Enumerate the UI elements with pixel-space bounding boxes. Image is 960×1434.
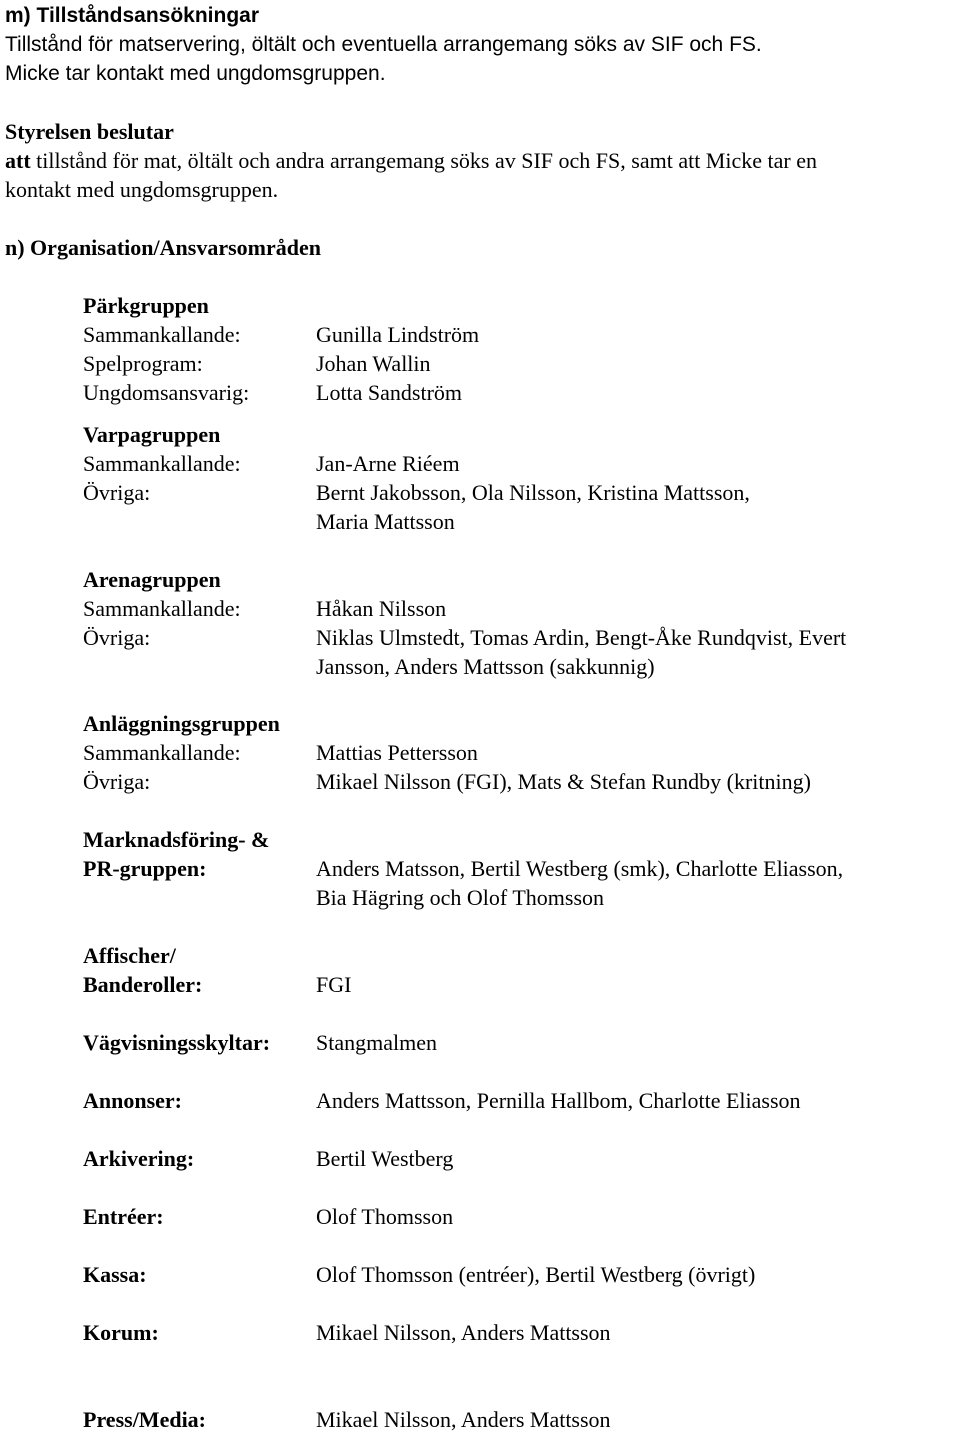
resp-value-annonser: Anders Mattsson, Pernilla Hallbom, Charlotte Eliasson bbox=[316, 1088, 801, 1113]
decision-att: att bbox=[5, 148, 31, 173]
resp-value-marknad-2: Bia Hägring och Olof Thomsson bbox=[316, 885, 605, 910]
group-row-label: Sammankallande: bbox=[83, 596, 241, 621]
group-row-label: Övriga: bbox=[83, 625, 151, 650]
section-n-heading: n) Organisation/Ansvarsområden bbox=[5, 235, 321, 260]
resp-label-marknad-1: Marknadsföring- & bbox=[83, 827, 270, 852]
group-title-anlaggningsgruppen: Anläggningsgruppen bbox=[83, 711, 280, 736]
resp-value-entreer: Olof Thomsson bbox=[316, 1204, 454, 1229]
group-row-value: Håkan Nilsson bbox=[316, 596, 447, 621]
resp-value-korum: Mikael Nilsson, Anders Mattsson bbox=[316, 1320, 611, 1345]
resp-label-affischer-2: Banderoller: bbox=[83, 972, 203, 997]
group-row-label: Sammankallande: bbox=[83, 451, 241, 476]
resp-value-press: Mikael Nilsson, Anders Mattsson bbox=[316, 1407, 611, 1432]
group-row-value: Mikael Nilsson (FGI), Mats & Stefan Rundby (kritning) bbox=[316, 769, 811, 794]
group-row-label: Spelprogram: bbox=[83, 351, 203, 376]
resp-label-vagvisning: Vägvisningsskyltar: bbox=[83, 1030, 271, 1055]
group-title-arenagruppen: Arenagruppen bbox=[83, 567, 221, 592]
group-row-value: Jan-Arne Riéem bbox=[316, 451, 460, 476]
group-row-value: Niklas Ulmstedt, Tomas Ardin, Bengt-Åke Rundqvist, Evert bbox=[316, 625, 847, 650]
resp-label-marknad-2: PR-gruppen: bbox=[83, 856, 207, 881]
decision-line-2: kontakt med ungdomsgruppen. bbox=[5, 177, 279, 202]
group-row-label: Övriga: bbox=[83, 769, 151, 794]
resp-value-marknad-1: Anders Matsson, Bertil Westberg (smk), Charlotte Eliasson, bbox=[316, 856, 844, 881]
section-m-line-2: Micke tar kontakt med ungdomsgruppen. bbox=[5, 62, 386, 85]
resp-label-korum: Korum: bbox=[83, 1320, 159, 1345]
resp-value-kassa: Olof Thomsson (entréer), Bertil Westberg (övrigt) bbox=[316, 1262, 756, 1287]
resp-value-vagvisning: Stangmalmen bbox=[316, 1030, 437, 1055]
resp-label-arkivering: Arkivering: bbox=[83, 1146, 195, 1171]
group-title-varpagruppen: Varpagruppen bbox=[83, 422, 221, 447]
group-row-value: Gunilla Lindström bbox=[316, 322, 480, 347]
decision-heading: Styrelsen beslutar bbox=[5, 119, 174, 144]
resp-value-arkivering: Bertil Westberg bbox=[316, 1146, 454, 1171]
resp-label-kassa: Kassa: bbox=[83, 1262, 147, 1287]
resp-value-affischer: FGI bbox=[316, 972, 352, 997]
resp-label-press: Press/Media: bbox=[83, 1407, 207, 1432]
group-row-label: Ungdomsansvarig: bbox=[83, 380, 250, 405]
group-title-parkgruppen: Pärkgruppen bbox=[83, 293, 209, 318]
resp-label-annonser: Annonser: bbox=[83, 1088, 183, 1113]
group-row-value-continued: Jansson, Anders Mattsson (sakkunnig) bbox=[316, 654, 655, 679]
group-row-label: Övriga: bbox=[83, 480, 151, 505]
section-m-line-1: Tillstånd för matservering, öltält och eventuella arrangemang söks av SIF och FS. bbox=[5, 33, 762, 56]
decision-line-1 bbox=[5, 146, 817, 175]
decision-line-1-rest: tillstånd för mat, öltält och andra arrangemang söks av SIF och FS, samt att Micke tar en bbox=[30, 148, 817, 173]
section-m-heading: m) Tillståndsansökningar bbox=[5, 4, 259, 27]
group-row-label: Sammankallande: bbox=[83, 322, 241, 347]
resp-label-entreer: Entréer: bbox=[83, 1204, 164, 1229]
group-row-value: Mattias Pettersson bbox=[316, 740, 478, 765]
group-row-label: Sammankallande: bbox=[83, 740, 241, 765]
group-row-value: Johan Wallin bbox=[316, 351, 431, 376]
group-row-value: Bernt Jakobsson, Ola Nilsson, Kristina Mattsson, bbox=[316, 480, 750, 505]
group-row-value-continued: Maria Mattsson bbox=[316, 509, 455, 534]
group-row-value: Lotta Sandström bbox=[316, 380, 463, 405]
resp-label-affischer-1: Affischer/ bbox=[83, 943, 176, 968]
